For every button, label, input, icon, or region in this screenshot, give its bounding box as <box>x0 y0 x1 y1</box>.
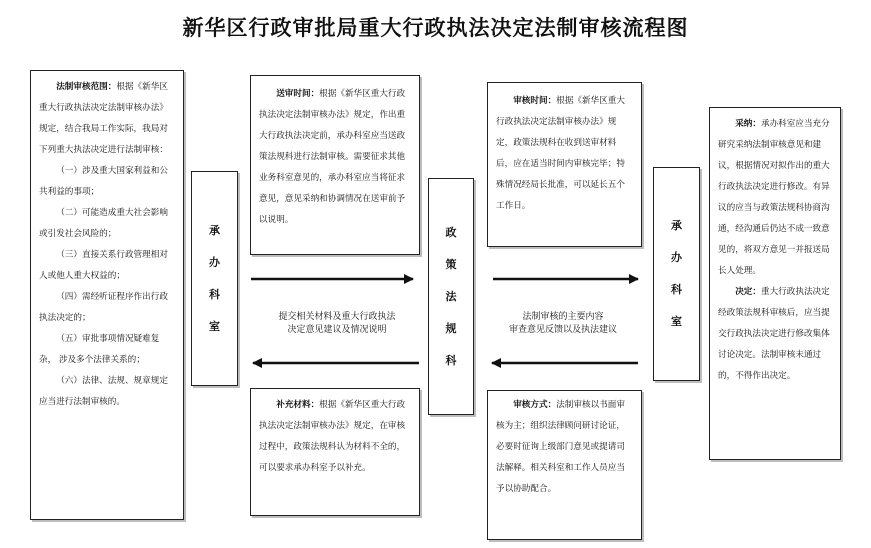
review-time-text: 根据《新华区重大行政执法决定法制审核办法》规定，政策法规科在收到送审材料后，应在适当时间内审核完毕；特殊情况经局长批准，可以延长五个工作日。 <box>496 96 625 211</box>
review-method-box <box>487 390 642 540</box>
right-arrow-label-line2: 审查意见反馈以及执法建议 <box>508 325 617 335</box>
right-office-char: 办 <box>671 251 682 264</box>
right-office-char: 室 <box>671 315 682 328</box>
left-office-char: 办 <box>209 255 220 269</box>
review-method-text: 法制审核以书面审核为主；组织法律顾问研讨论证，必要时征询上级部门意见或提请司法解释。相关科室和工作人员应当予以协助配合。 <box>496 400 625 494</box>
scope-label: 法制审核范围： <box>56 82 117 92</box>
supplement-text: 根据《新华区重大行政执法决定法制审核办法》规定，在审核过程中，政策法规科认为材料不全的，可以要求承办科室予以补充。 <box>259 400 406 473</box>
policy-dept-char: 法 <box>445 289 457 303</box>
right-arrow-label <box>488 311 638 337</box>
decide-label: 决定： <box>735 287 761 297</box>
left-arrow-label-line2: 决定意见建议及情况说明 <box>287 325 387 335</box>
review-time-box <box>487 82 642 247</box>
left-office-char: 科 <box>209 287 220 301</box>
decide-text: 重大行政执法决定经政策法规科审核后，应当提交行政执法决定进行修改集体讨论决定。法制审核未通过的，不得作出决定。 <box>718 287 830 381</box>
right-arrow-label-line1: 法制审核的主要内容 <box>522 312 604 322</box>
left-arrow-label <box>252 311 422 337</box>
right-office-char: 承 <box>671 219 682 232</box>
left-office-char: 承 <box>209 223 220 237</box>
right-office-char: 科 <box>671 283 682 296</box>
scope-intro: 根据《新华区重大行政执法决定法制审核办法》规定，结合我局工作实际，我局对下列重大执法决定进行法制审核： <box>39 82 168 155</box>
scope-item: （三）直接关系行政管理相对人或他人重大权益的； <box>39 250 168 281</box>
right-office-box <box>653 167 700 381</box>
review-method-label: 审核方式： <box>513 400 557 410</box>
policy-dept-char: 规 <box>445 321 457 335</box>
scope-item: （六）法律、法规、规章规定应当进行法制审核的。 <box>39 376 168 407</box>
left-office-box <box>191 171 238 386</box>
submit-time-text: 根据《新华区重大行政执法决定法制审核办法》规定，作出重大行政执法决定前，承办科室应当送政策法规科进行法制审核。需要征求其他业务科室意见的，承办科室应当将征求意见，意见采纳和协调情况在送审前予以说明。 <box>259 89 406 225</box>
policy-dept-char: 政 <box>445 225 457 239</box>
supplement-box <box>250 388 420 516</box>
scope-item: （四）需经听证程序作出行政执法决定的； <box>39 292 168 323</box>
left-arrow-label-line1: 提交相关材料及重大行政执法 <box>278 312 396 322</box>
scope-item: （五）审批事项情况疑难复杂， 涉及多个法律关系的； <box>39 334 160 365</box>
submit-time-label: 送审时间： <box>276 89 320 99</box>
left-office-char: 室 <box>209 319 220 333</box>
scope-item: （一）涉及重大国家利益和公共利益的事项； <box>39 166 168 197</box>
page-title: 新华区行政审批局重大行政执法决定法制审核流程图 <box>182 15 689 40</box>
submit-time-box <box>250 75 420 255</box>
adopt-decide-box <box>709 107 841 460</box>
policy-dept-char: 科 <box>445 353 457 367</box>
adopt-text: 承办科室应当充分研究采纳法制审核意见和建议，根据情况对拟作出的重大行政执法决定进行修改。有异议的应当与政策法规科协商沟通，经沟通后仍达不成一致意见的，将双方意见一并报送局长人处理。 <box>718 119 830 276</box>
supplement-label: 补充材料： <box>276 400 320 410</box>
policy-dept-char: 策 <box>445 257 457 271</box>
adopt-label: 采纳： <box>735 119 761 129</box>
scope-box <box>30 70 184 520</box>
review-time-label: 审核时间： <box>513 96 557 106</box>
policy-dept-box <box>428 178 474 415</box>
scope-item: （二）可能造成重大社会影响或引发社会风险的； <box>39 208 168 239</box>
